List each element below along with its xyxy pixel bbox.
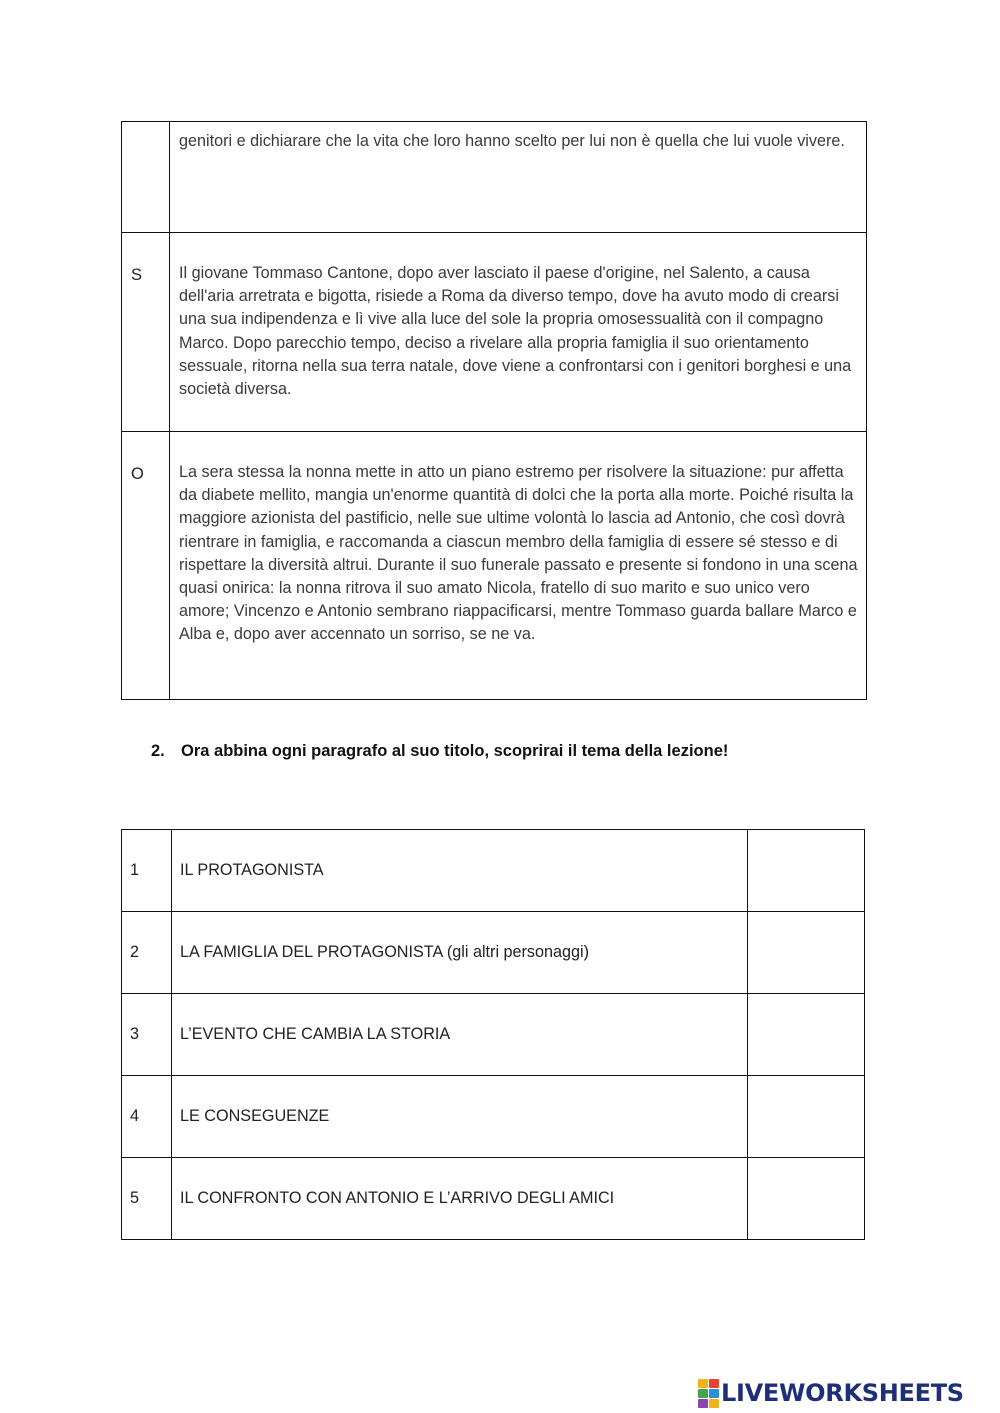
exercise-instruction bbox=[151, 742, 728, 761]
row-title: L’EVENTO CHE CAMBIA LA STORIA bbox=[172, 994, 748, 1076]
answer-box[interactable] bbox=[748, 830, 865, 912]
exercise-number: 2. bbox=[151, 742, 165, 760]
logo-mark-tile bbox=[698, 1399, 708, 1408]
story-row-continued bbox=[122, 122, 867, 233]
story-letter bbox=[122, 122, 170, 233]
answer-box[interactable] bbox=[748, 1076, 865, 1158]
table-row bbox=[122, 1158, 865, 1240]
story-row-s bbox=[122, 233, 867, 432]
table-row bbox=[122, 830, 865, 912]
row-number: 2 bbox=[122, 912, 172, 994]
row-number: 3 bbox=[122, 994, 172, 1076]
table-row bbox=[122, 912, 865, 994]
logo-mark-icon bbox=[698, 1379, 719, 1408]
story-paragraph: Il giovane Tommaso Cantone, dopo aver lasciato il paese d'origine, nel Salento, a causa dell'aria arretrata e bigotta, risiede a Roma da diverso tempo, dove ha avuto modo di crearsi una sua indipendenza e lì vive alla luce del sole la propria omosessualità con il compagno Marco. Dopo parecchio tempo, deciso a rivelare alla propria famiglia il suo orientamento sessuale, ritorna nella sua terra natale, dove viene a confrontarsi con i genitori borghesi e una società diversa. bbox=[170, 233, 867, 432]
row-title: LE CONSEGUENZE bbox=[172, 1076, 748, 1158]
answer-box[interactable] bbox=[748, 994, 865, 1076]
row-title: IL CONFRONTO CON ANTONIO E L’ARRIVO DEGLI AMICI bbox=[172, 1158, 748, 1240]
story-paragraph: genitori e dichiarare che la vita che loro hanno scelto per lui non è quella che lui vuole vivere. bbox=[170, 122, 867, 233]
logo-mark-tile bbox=[709, 1379, 719, 1388]
matching-table bbox=[121, 829, 865, 1240]
row-title: IL PROTAGONISTA bbox=[172, 830, 748, 912]
row-number: 5 bbox=[122, 1158, 172, 1240]
story-table bbox=[121, 121, 867, 700]
logo-mark-tile bbox=[709, 1399, 719, 1408]
answer-box[interactable] bbox=[748, 912, 865, 994]
answer-box[interactable] bbox=[748, 1158, 865, 1240]
story-letter: S bbox=[122, 233, 170, 432]
logo-mark-tile bbox=[698, 1379, 708, 1388]
logo-mark-tile bbox=[698, 1389, 708, 1398]
story-paragraph: La sera stessa la nonna mette in atto un piano estremo per risolvere la situazione: pur affetta da diabete mellito, mangia un'enorme quantità di dolci che la porta alla morte. Poiché risulta la maggiore azionista del pastificio, nelle sue ultime volontà lo lascia ad Antonio, che così dovrà rientrare in famiglia, e raccomanda a ciascun membro della famiglia di essere sé stesso e di rispettare la diversità altrui. Durante il suo funerale passato e presente si fondono in una scena quasi onirica: la nonna ritrova il suo amato Nicola, fratello di suo marito e suo unico vero amore; Vincenzo e Antonio sembrano riappacificarsi, mentre Tommaso guarda ballare Marco e Alba e, dopo aver accennato un sorriso, se ne va. bbox=[170, 432, 867, 700]
table-row bbox=[122, 994, 865, 1076]
table-row bbox=[122, 1076, 865, 1158]
story-letter: O bbox=[122, 432, 170, 700]
story-row-o bbox=[122, 432, 867, 700]
logo-mark-tile bbox=[709, 1389, 719, 1398]
exercise-text: Ora abbina ogni paragrafo al suo titolo, scoprirai il tema della lezione! bbox=[181, 742, 729, 760]
logo-text: LIVEWORKSHEETS bbox=[721, 1379, 964, 1407]
liveworksheets-logo bbox=[698, 1378, 964, 1408]
row-number: 4 bbox=[122, 1076, 172, 1158]
row-number: 1 bbox=[122, 830, 172, 912]
row-title: LA FAMIGLIA DEL PROTAGONISTA (gli altri personaggi) bbox=[172, 912, 748, 994]
